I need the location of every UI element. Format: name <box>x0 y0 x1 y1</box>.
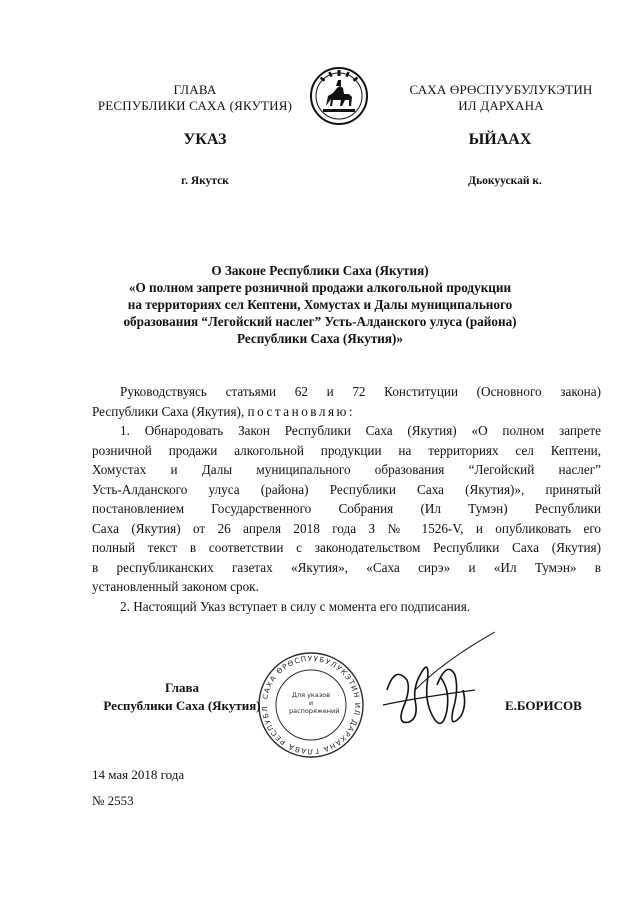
doc-type-left: УКАЗ <box>183 131 227 148</box>
body-line: Руководствуясь статьями 62 и 72 Конституции (Основного закона) <box>120 384 601 399</box>
city-left: г. Якутск <box>181 175 229 187</box>
decree-date: 14 мая 2018 года <box>92 767 185 782</box>
header-left-line1: ГЛАВА <box>173 82 217 97</box>
decree-number: № 2553 <box>92 793 134 808</box>
header-left <box>90 82 300 114</box>
signature-title-line1: Глава <box>164 680 200 695</box>
body-line: 1. Обнародовать Закон Республики Саха (Якутия) «О полном запрете <box>120 423 601 438</box>
signatory-name: Е.БОРИСОВ <box>505 698 582 713</box>
body-line: постановлением Государственного Собрания (Ил Тумэн) Республики <box>92 501 601 516</box>
header-right <box>386 82 616 114</box>
body-line: Саха (Якутия) от 26 апреля 2018 года З № 1526-V, и опубликовать его <box>92 520 601 536</box>
signature-title <box>92 679 272 715</box>
body-line: розничной продажи алкогольной продукции на территориях сел Кептени, <box>92 442 601 458</box>
body-line: установленный законом срок. <box>92 579 259 594</box>
coat-of-arms-emblem <box>309 66 369 126</box>
title-line: Республики Саха (Якутия)» <box>236 331 404 346</box>
body-line: 2. Настоящий Указ вступает в силу с момента его подписания. <box>120 598 471 614</box>
signature-title-line2: Республики Саха (Якутия) <box>103 698 261 713</box>
body-text: Республики Саха (Якутия), <box>92 403 248 419</box>
header-right-line1: САХА ӨРӨСПУУБУЛУКЭТИН <box>409 82 593 97</box>
handwritten-signature <box>375 630 505 740</box>
stamp-inner-text: Для указов и распоряжений <box>289 691 340 715</box>
body-line: Усть-Алданского улуса (района) Республики Саха (Якутия)», принятый <box>92 481 601 497</box>
body-line: в республиканских газетах «Якутия», «Саха сирэ» и «Ил Тумэн» в <box>92 559 601 575</box>
title-line: образования “Легойский наслег” Усть-Алданского улуса (района) <box>123 314 517 329</box>
header-left-line2: РЕСПУБЛИКИ САХА (ЯКУТИЯ) <box>97 98 293 113</box>
signature-icon <box>375 630 505 740</box>
title-line: на территориях сел Кептени, Хомустах и Далы муниципального <box>127 297 513 312</box>
stamp-outer-text: САХА ӨРӨСПУУБУЛУКЭТИН ИЛ ДАРХАНА ГЛАВА РЕСПУБЛ <box>259 653 363 757</box>
doc-type-right: ЫЙААХ <box>468 131 532 148</box>
body-line <box>92 402 601 422</box>
document-title <box>60 262 580 347</box>
header-right-line2: ИЛ ДАРХАНА <box>458 98 544 113</box>
body-line: Хомустах и Далы муниципального образования “Легойский наслег” <box>92 462 601 477</box>
document-body <box>92 382 601 616</box>
official-stamp <box>256 650 366 760</box>
body-line: полный текст в соответствии с законодательством Республики Саха (Якутия) <box>92 540 601 555</box>
city-right: Дьокуускай к. <box>468 175 542 187</box>
title-line: О Законе Республики Саха (Якутия) <box>211 263 429 278</box>
emblem-icon <box>309 66 369 126</box>
title-line: «О полном запрете розничной продажи алкогольной продукции <box>128 280 512 295</box>
body-text-spaced: постановляю: <box>247 403 356 419</box>
